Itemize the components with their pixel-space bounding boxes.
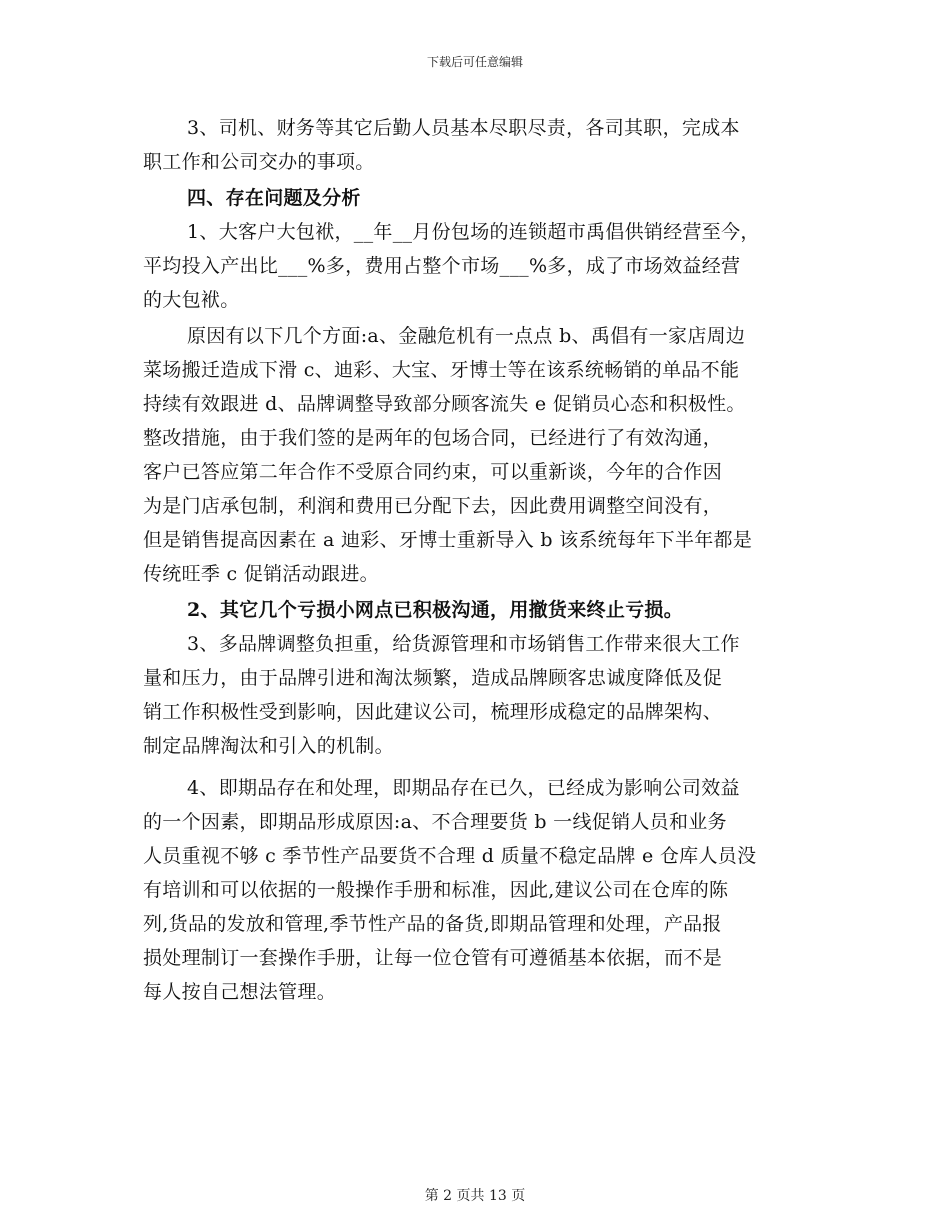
paragraph-line: 职工作和公司交办的事项。 [143,151,375,173]
bold-paragraph-line: 2、其它几个亏损小网点已积极沟通，用撤货来终止亏损。 [187,599,684,621]
paragraph-line: 3、多品牌调整负担重，给货源管理和市场销售工作带来很大工作 [187,633,740,655]
paragraph-line: 客户已答应第二年合作不受原合同约束，可以重新谈，今年的合作因 [143,461,723,483]
paragraph-line: 每人按自己想法管理。 [143,981,337,1003]
paragraph-line: 为是门店承包制，利润和费用已分配下去，因此费用调整空间没有， [143,495,723,517]
paragraph-line: 销工作积极性受到影响，因此建议公司，梳理形成稳定的品牌架构、 [143,701,723,723]
paragraph-line: 量和压力，由于品牌引进和淘汰频繁，造成品牌顾客忠诚度降低及促 [143,667,723,689]
paragraph-line: 的大包袱。 [143,289,240,311]
paragraph-line: 传统旺季 c 促销活动跟进。 [143,563,379,585]
paragraph-line: 4、即期品存在和处理，即期品存在已久，已经成为影响公司效益 [187,777,740,799]
paragraph-line: 列,货品的发放和管理,季节性产品的备货,即期品管理和处理，产品报 [143,913,722,935]
section-heading: 四、存在问题及分析 [187,187,361,209]
paragraph-line: 的一个因素，即期品形成原因:a、不合理要货 b 一线促销人员和业务 [143,811,727,833]
paragraph-line: 持续有效跟进 d、品牌调整导致部分顾客流失 e 促销员心态和积极性。 [143,393,746,415]
paragraph-line: 菜场搬迁造成下滑 c、迪彩、大宝、牙博士等在该系统畅销的单品不能 [143,359,740,381]
paragraph-line: 1、大客户大包袱，__年__月份包场的连锁超市禹倡供销经营至今， [187,221,760,243]
page-header: 下载后可任意编辑 [426,55,523,69]
document-body [143,111,808,1009]
paragraph-line: 制定品牌淘汰和引入的机制。 [143,735,394,757]
paragraph-line: 有培训和可以依据的一般操作手册和标准，因此,建议公司在仓库的陈 [143,879,729,901]
page-footer: 第 2 页共 13 页 [424,1188,526,1204]
paragraph-line: 原因有以下几个方面:a、金融危机有一点点 b、禹倡有一家店周边 [187,325,746,347]
paragraph-line: 整改措施，由于我们签的是两年的包场合同，已经进行了有效沟通， [143,427,723,449]
paragraph-line: 损处理制订一套操作手册，让每一位仓管有可遵循基本依据，而不是 [143,947,723,969]
paragraph-line: 3、司机、财务等其它后勤人员基本尽职尽责，各司其职，完成本 [187,117,740,139]
paragraph-line: 但是销售提高因素在 a 迪彩、牙博士重新导入 b 该系统每年下半年都是 [143,529,753,551]
paragraph-line: 人员重视不够 c 季节性产品要货不合理 d 质量不稳定品牌 e 仓库人员没 [143,845,757,867]
paragraph-line: 平均投入产出比___%多，费用占整个市场___%多，成了市场效益经营 [143,255,741,277]
